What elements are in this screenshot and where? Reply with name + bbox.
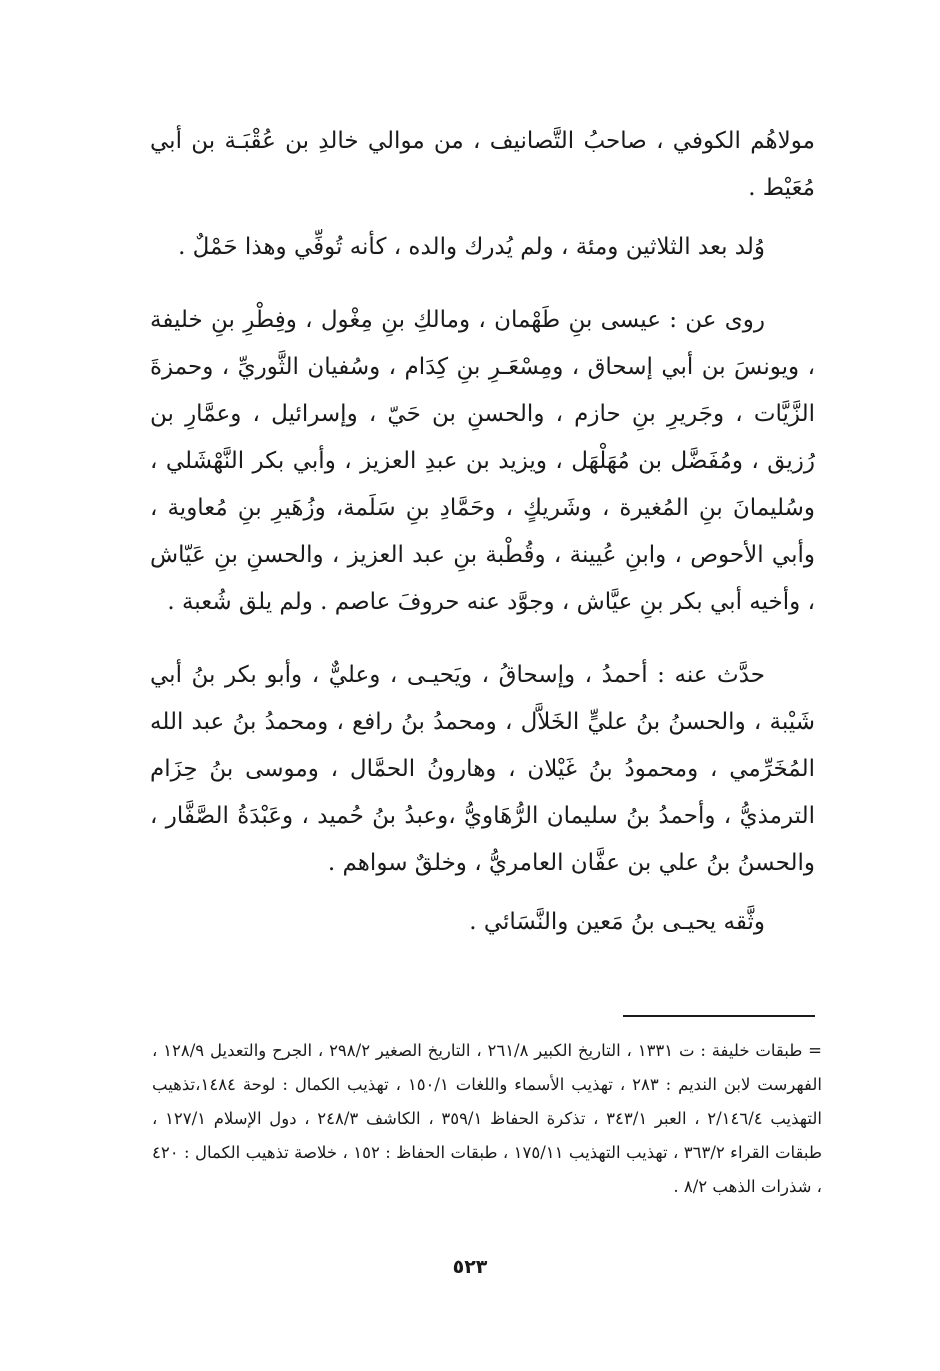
paragraph-trustworthiness: وثَّقه يحيـى بنُ مَعين والنَّسَائي . — [469, 909, 765, 935]
footnote-divider — [623, 1015, 815, 1017]
paragraph-narrated-from: روى عن : عيسى بنِ طَهْمان ، ومالكِ بنِ مِغْول ، وفِطْرِ بنِ خليفة ، ويونسَ بن أبي إسحاق ، ومِسْعَـرِ بنِ كِدَام ، وسُفيان الثَّوريِّ ، وحمزةَ الزَّيَّات ، وجَريرِ بنِ حازم ، والحسنِ بن حَيّ ، وإسرائيل ، وعمَّارِ بن رُزيق ، ومُفَضَّل بن مُهَلْهَل ، ويزيد بن عبدِ العزيز ، وأبي بكر النَّهْشَلي ، وسُليمانَ بنِ المُغيرة ، وشَريكٍ ، وحَمَّادِ بنِ سَلَمة، وزُهَيرِ بنِ مُعاوية ، وأبي الأحوص ، وابنِ عُيينة ، وقُطْبة بنِ عبد العزيز ، والحسنِ بنِ عَيّاش ، وأخيه أبي بكر بنِ عيَّاش ، وجوَّد عنه حروفَ عاصم . ولم يلق شُعبة . — [150, 307, 815, 615]
paragraph-birth: وُلد بعد الثلاثين ومئة ، ولم يُدرك والده ، كأنه تُوفِّي وهذا حَمْلٌ . — [178, 234, 765, 260]
paragraph-narrated-by: حدَّث عنه : أحمدُ ، وإسحاقُ ، ويَحيـى ، وعليٌّ ، وأبو بكر بنُ أبي شَيْبة ، والحسنُ بنُ عليٍّ الخَلاَّل ، ومحمدُ بنُ رافع ، ومحمدُ بنُ عبد الله المُخَرِّمي ، ومحمودُ بنُ غَيْلان ، وهارونُ الحمَّال ، وموسى بنُ حِزَام الترمذيُّ ، وأحمدُ بنُ سليمان الرُّهَاويُّ ،وعبدُ بنُ حُميد ، وعَبْدَةُ الصَّفَّار ، والحسنُ بنُ علي بن عفَّان العامريُّ ، وخلقٌ سواهم . — [150, 662, 815, 876]
paragraph-lineage: مولاهُم الكوفي ، صاحبُ التَّصانيف ، من موالي خالدِ بن عُقْبَـة بن أبي مُعَيْط . — [150, 128, 815, 201]
page-number: ٥٢٣ — [452, 1256, 488, 1278]
main-text — [150, 118, 815, 946]
footnote-sources: = طبقات خليفة : ت ١٣٣١ ، التاريخ الكبير ٢٦١/٨ ، التاريخ الصغير ٢٩٨/٢ ، الجرح والتعديل ١٢٨/٩ ، الفهرست لابن النديم : ٢٨٣ ، تهذيب الأسماء واللغات ١٥٠/١ ، تهذيب الكمال : لوحة ١٤٨٤،تذهيب التهذيب ٢/١٤٦/٤ ، العبر ٣٤٣/١ ، تذكرة الحفاظ ٣٥٩/١ ، الكاشف ٢٤٨/٣ ، دول الإسلام ١٢٧/١ ، طبقات القراء ٣٦٣/٢ ، تهذيب التهذيب ١٧٥/١١ ، طبقات الحفاظ : ١٥٢ ، خلاصة تذهيب الكمال : ٤٢٠ ، شذرات الذهب ٨/٢ . — [152, 1041, 823, 1196]
